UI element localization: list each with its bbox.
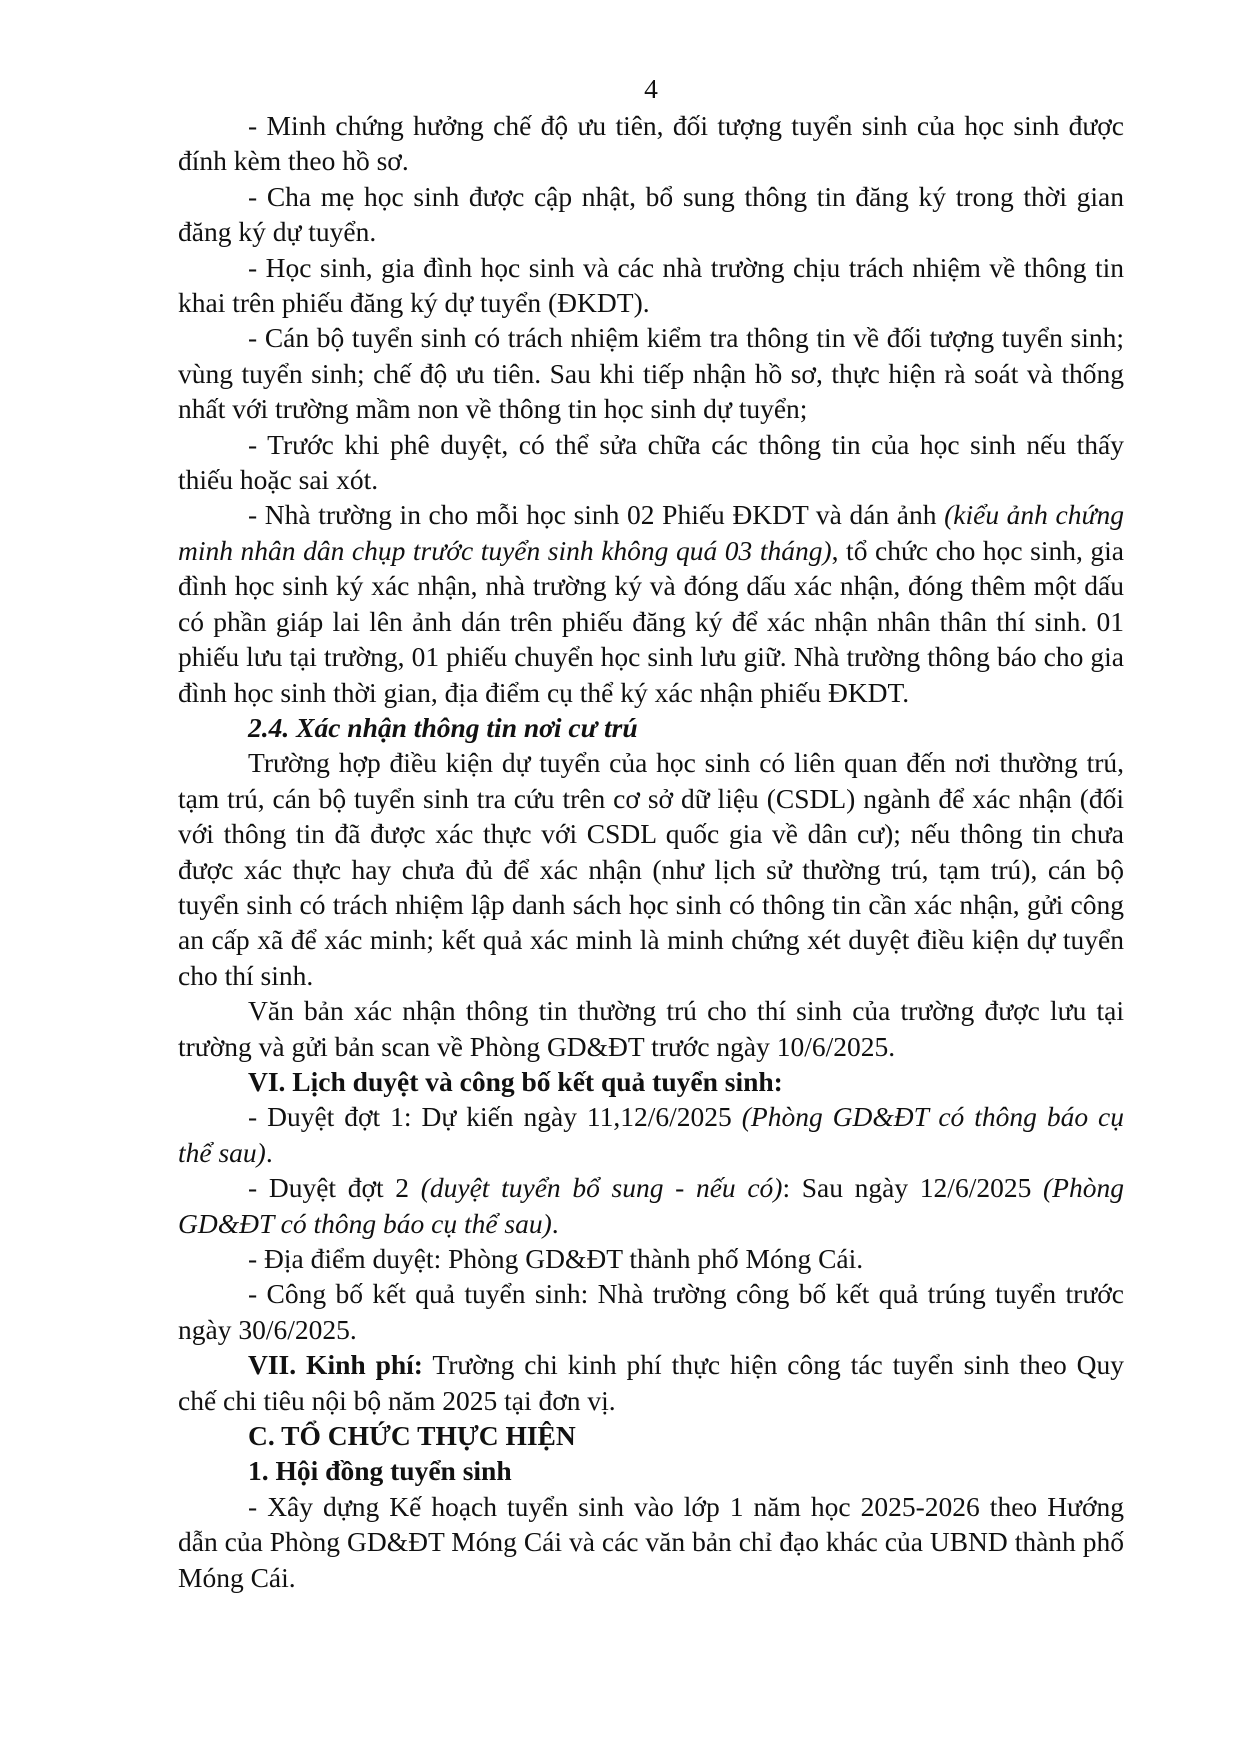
section-vii [178,1347,1124,1418]
paragraph-staff-check: - Cán bộ tuyển sinh có trách nhiệm kiểm tra thông tin về đối tượng tuyển sinh; vùng tuyển sinh; chế độ ưu tiên. Sau khi tiếp nhận hồ sơ, thực hiện rà soát và thống nhất với trường mầm non về thông tin học sinh dự tuyển; [178,322,1124,425]
section-2-4-heading: 2.4. Xác nhận thông tin nơi cư trú [248,711,638,743]
section-vi-item-3: - Địa điểm duyệt: Phòng GD&ĐT thành phố Móng Cái. [248,1243,864,1274]
print-forms-text-end: , tổ chức cho học sinh, gia đình học sinh ký xác nhận, nhà trường ký và đóng dấu xác nhận, đóng thêm một dấu có phần giáp lai lên ảnh dán trên phiếu đăng ký để xác nhận nhân thân thí sinh. 01 phiếu lưu tại trường, 01 phiếu chuyển học sinh lưu giữ. Nhà trường thông báo cho gia đình học sinh thời gian, địa điểm cụ thể ký xác nhận phiếu ĐKDT. [178,534,1125,708]
section-2-4-paragraph-2: Văn bản xác nhận thông tin thường trú cho thí sinh của trường được lưu tại trường và gửi bản scan về Phòng GD&ĐT trước ngày 10/6/2025. [178,995,1124,1062]
item-1-note: (Phòng GD&ĐT có thông báo cụ thể sau) [178,1101,1125,1168]
section-vi-item-4: - Công bố kết quả tuyển sinh: Nhà trường công bố kết quả trúng tuyển trước ngày 30/6/2025. [178,1278,1124,1345]
section-c-1-heading: 1. Hội đồng tuyển sinh [248,1455,512,1487]
section-vii-text: Trường chi kinh phí thực hiện công tác tuyển sinh theo Quy chế chi tiêu nội bộ năm 2025 tại đơn vị. [178,1349,1124,1416]
section-vii-label: VII. Kinh phí: [248,1349,423,1381]
item-1-text: - Duyệt đợt 1: Dự kiến ngày 11,12/6/2025 [248,1101,742,1133]
paragraph-responsibility: - Học sinh, gia đình học sinh và các nhà trường chịu trách nhiệm về thông tin khai trên phiếu đăng ký dự tuyển (ĐKDT). [178,251,1124,319]
page-number: 4 [644,73,658,104]
paragraph-print-forms [178,497,1124,709]
section-vi-item-2 [178,1170,1124,1241]
item-1-end: . [265,1136,273,1168]
section-2-4-paragraph-1: Trường hợp điều kiện dự tuyển của học sinh có liên quan đến nơi thường trú, tạm trú, cán bộ tuyển sinh tra cứu trên cơ sở dữ liệu (CSDL) ngành để xác nhận (đối với thông tin đã được xác thực với CSDL quốc gia về dân cư); nếu thông tin chưa được xác thực hay chưa đủ để xác nhận (như lịch sử thường trú, tạm trú), cán bộ tuyển sinh có trách nhiệm lập danh sách học sinh có thông tin cần xác nhận, gửi công an cấp xã để xác minh; kết quả xác minh là minh chứng xét duyệt điều kiện dự tuyển cho thí sinh. [178,747,1124,991]
paragraph-parent-update: - Cha mẹ học sinh được cập nhật, bổ sung thông tin đăng ký trong thời gian đăng ký dự tuyển. [178,180,1124,248]
item-2-note-2: (Phòng GD&ĐT có thông báo cụ thể sau) [178,1172,1124,1239]
paragraph-correction: - Trước khi phê duyệt, có thể sửa chữa các thông tin của học sinh nếu thấy thiếu hoặc sai xót. [178,428,1124,496]
section-vi-item-1 [178,1099,1124,1170]
item-2-note: (duyệt tuyển bổ sung - nếu có) [420,1172,783,1204]
item-2-mid: : Sau ngày 12/6/2025 [782,1172,1044,1204]
document-page [178,70,1124,1595]
item-2-end: . [551,1207,559,1239]
section-c-1-text: - Xây dựng Kế hoạch tuyển sinh vào lớp 1 năm học 2025-2026 theo Hướng dẫn của Phòng GD&ĐT Móng Cái và các văn bản chỉ đạo khác của UBND thành phố Móng Cái. [178,1490,1124,1593]
print-forms-photo-note: (kiểu ảnh chứng minh nhân dân chụp trước tuyển sinh không quá 03 tháng) [178,499,1124,566]
print-forms-text: - Nhà trường in cho mỗi học sinh 02 Phiếu ĐKDT và dán ảnh [248,499,945,531]
item-2-text: - Duyệt đợt 2 [248,1172,421,1204]
paragraph-evidence: - Minh chứng hưởng chế độ ưu tiên, đối tượng tuyển sinh của học sinh được đính kèm theo hồ sơ. [178,110,1124,177]
section-vi-heading: VI. Lịch duyệt và công bố kết quả tuyển sinh: [248,1065,783,1097]
section-c-heading: C. TỔ CHỨC THỰC HIỆN [248,1420,576,1452]
